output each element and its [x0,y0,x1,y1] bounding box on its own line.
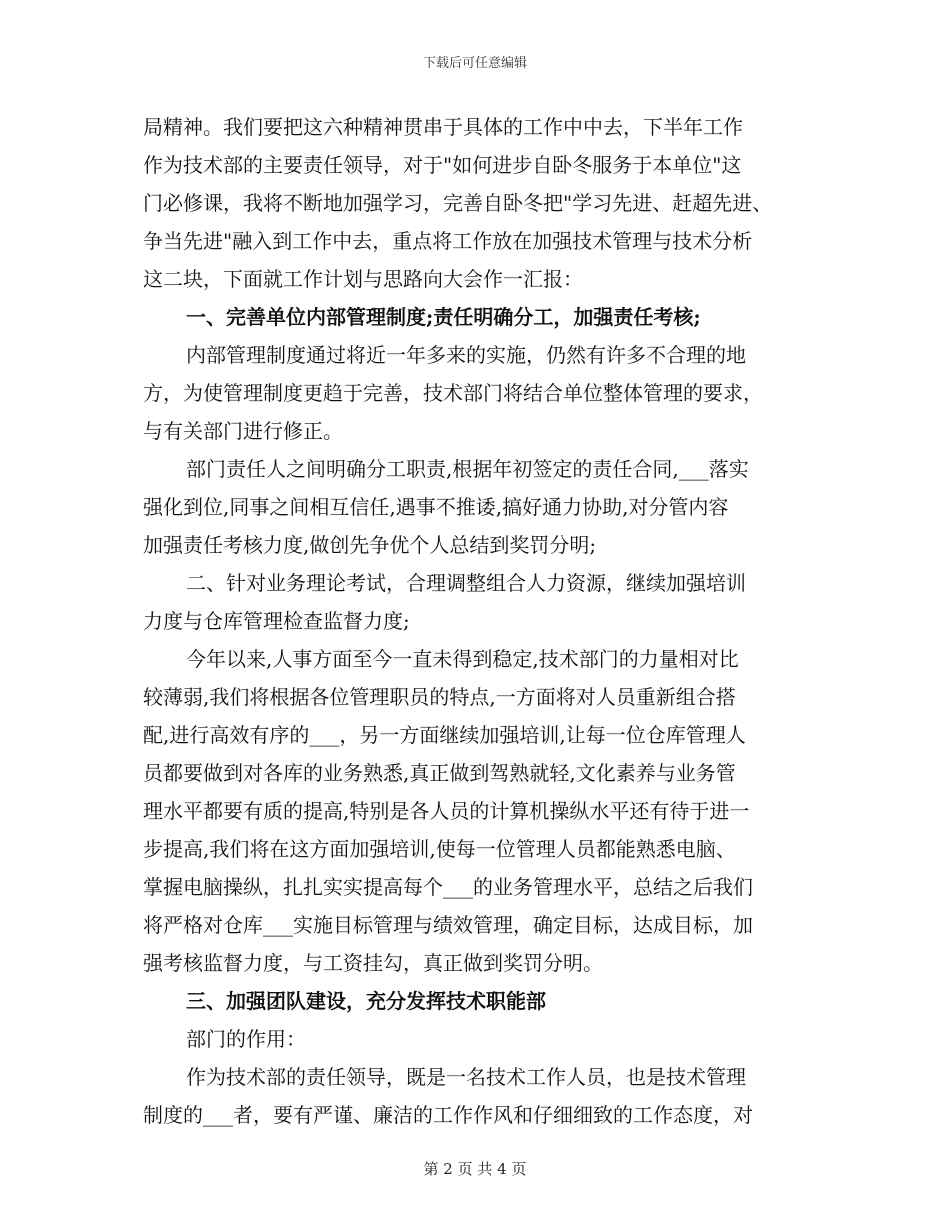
paragraph-line: 将严格对仓库___实施目标管理与绩效管理，确定目标，达成目标，加 [143,913,753,937]
paragraph-line: 门必修课，我将不断地加强学习，完善自卧冬把"学习先进、赶超先进、 [143,191,773,215]
paragraph-line: 员都要做到对各库的业务熟悉,真正做到驾熟就轻,文化素养与业务管 [143,761,736,785]
paragraph-line: 强化到位,同事之间相互信任,遇事不推诿,搞好通力协助,对分管内容 [143,495,729,519]
paragraph-line: 掌握电脑操纵，扎扎实实提高每个___的业务管理水平，总结之后我们 [143,875,753,899]
document-body [143,108,823,1134]
section-heading-2: 二、针对业务理论考试，合理调整组合人力资源，继续加强培训 [186,571,746,595]
paragraph-line: 方，为使管理制度更趋于完善，技术部门将结合单位整体管理的要求， [143,381,763,405]
paragraph-line: 局精神。我们要把这六种精神贯串于具体的工作中中去，下半年工作 [143,115,743,139]
page-number: 第 2 页 共 4 页 [423,1160,527,1178]
page-header: 下载后可任意编辑 [422,56,527,71]
paragraph-line: 作为技术部的主要责任领导，对于"如何进步自卧冬服务于本单位"这 [143,153,742,177]
paragraph-line: 强考核监督力度，与工资挂勾，真正做到奖罚分明。 [143,951,603,975]
section-heading-1: 一、完善单位内部管理制度;责任明确分工，加强责任考核; [186,305,701,329]
paragraph-line: 配,进行高效有序的___，另一方面继续加强培训,让每一位仓库管理人 [143,723,746,747]
paragraph-line: 步提高,我们将在这方面加强培训,使每一位管理人员都能熟悉电脑、 [143,837,736,861]
paragraph-line: 这二块，下面就工作计划与思路向大会作一汇报： [143,267,583,291]
paragraph-line: 力度与仓库管理检查监督力度; [143,609,410,633]
paragraph-line: 加强责任考核力度,做创先争优个人总结到奖罚分明; [143,533,597,557]
paragraph-line: 部门的作用： [186,1027,306,1051]
paragraph-line: 较薄弱,我们将根据各位管理职员的特点,一方面将对人员重新组合搭 [143,685,736,709]
paragraph-line: 理水平都要有质的提高,特别是各人员的计算机操纵水平还有待于进一 [143,799,750,823]
section-heading-3: 三、加强团队建设，充分发挥技术职能部 [186,989,546,1013]
paragraph-line: 今年以来,人事方面至今一直未得到稳定,技术部门的力量相对比 [186,647,739,671]
paragraph-line: 作为技术部的责任领导，既是一名技术工作人员，也是技术管理 [186,1065,746,1089]
paragraph-line: 部门责任人之间明确分工职责,根据年初签定的责任合同,___落实 [186,457,749,481]
paragraph-line: 制度的___者，要有严谨、廉洁的工作作风和仔细细致的工作态度，对 [143,1103,753,1127]
paragraph-line: 内部管理制度通过将近一年多来的实施，仍然有许多不合理的地 [186,343,746,367]
paragraph-line: 与有关部门进行修正。 [143,419,343,443]
paragraph-line: 争当先进"融入到工作中去，重点将工作放在加强技术管理与技术分析 [143,229,753,253]
